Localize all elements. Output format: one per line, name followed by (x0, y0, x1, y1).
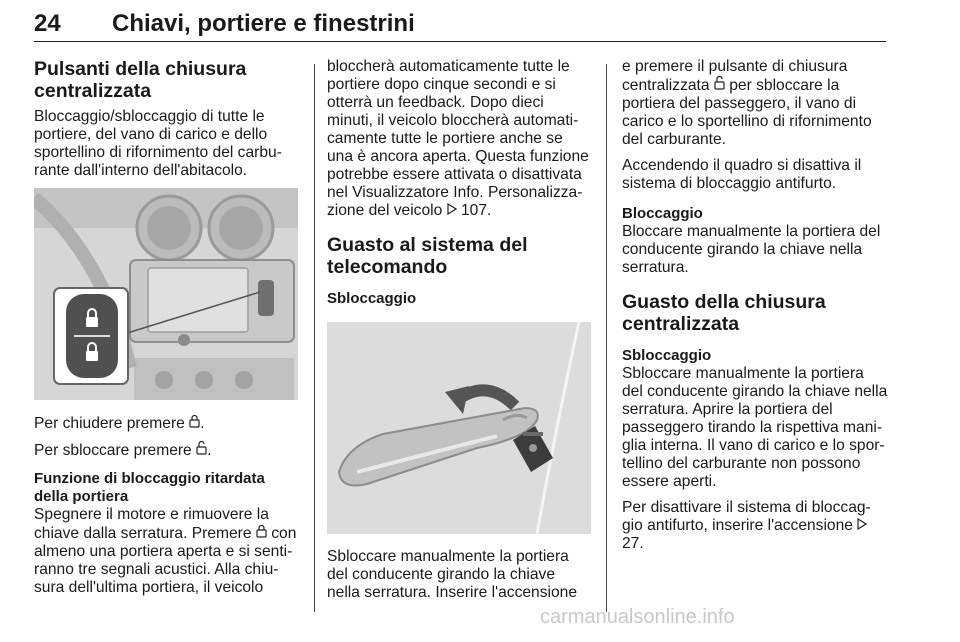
door-handle-illustration (327, 322, 591, 534)
paragraph: Accendendo il quadro si disattiva il sistema di bloccaggio antifurto. (622, 157, 862, 192)
column-1 (34, 58, 300, 605)
paragraph: Spegnere il motore e rimuovere la chiave dalla serratura. Premere con almeno una portiera aperta e si senti- ranno tre segnali acustici. Alla chiu- sura dell'ultima portiera, il veicolo (34, 506, 297, 596)
watermark: carmanualsonline.info (540, 606, 735, 628)
subheading: Sbloccaggio (327, 290, 417, 307)
column-3 (622, 58, 888, 561)
paragraph: Bloccare manualmente la portiera del conducente girando la chiave nella serratura. (622, 223, 881, 276)
subheading: Bloccaggio (622, 205, 703, 222)
unlock-instruction-text: Per sbloccare premere (34, 442, 192, 459)
dashboard-illustration (34, 188, 298, 400)
triangle-arrow-icon (857, 518, 867, 530)
column-divider (606, 64, 607, 612)
paragraph: bloccherà automaticamente tutte le portiere dopo cinque secondi e si otterrà un feedback. Dopo dieci minuti, il veicolo bloccherà automati- camente tutte le portiere anche se una è ancora aperta. Questa funzione potrebbe essere attivata o disattivata nel Visualizzatore Info. Personalizza- zione del veicolo 107. (327, 58, 589, 219)
unlock-icon (196, 441, 207, 455)
dashboard-lock-buttons-figure (34, 188, 298, 400)
unlock-icon (714, 76, 725, 90)
section-heading: Guasto della chiusura centralizzata (622, 291, 826, 335)
door-handle-key-figure (327, 322, 591, 534)
column-divider (314, 64, 315, 612)
page-number: 24 (34, 10, 61, 37)
lock-icon (256, 524, 267, 538)
page-reference[interactable]: 27. (622, 535, 644, 552)
paragraph: Per disattivare il sistema di bloccag- gio antifurto, inserire l'accensione 27. (622, 499, 871, 552)
figure-caption: Sbloccare manualmente la portiera del conducente girando la chiave nella serratura. Inserire l'accensione (327, 548, 578, 601)
subheading: Sbloccaggio (622, 347, 712, 364)
triangle-arrow-icon (447, 203, 457, 215)
unlock-instruction: Per sbloccare premere . (34, 442, 212, 459)
page-reference[interactable]: 107. (460, 202, 492, 219)
column-2 (327, 58, 591, 610)
subheading: Funzione di bloccaggio ritardata della portiera (34, 470, 265, 505)
page-title: Chiavi, portiere e finestrini (112, 10, 415, 37)
section-heading: Pulsanti della chiusura centralizzata (34, 58, 247, 102)
header-rule (34, 41, 886, 42)
section-heading: Guasto al sistema del telecomando (327, 234, 528, 278)
paragraph: e premere il pulsante di chiusura centralizzata per sbloccare la portiera del passeggero, il vano di carico e lo sportellino di rifornimento del carburante. (622, 58, 872, 148)
page-header (34, 6, 886, 42)
paragraph: Bloccaggio/sbloccaggio di tutte le portiere, del vano di carico e dello sportellino di rifornimento del carbu- rante dall'interno dell'abitacolo. (34, 108, 282, 179)
lock-icon (189, 414, 200, 428)
paragraph: Sbloccare manualmente la portiera del conducente girando la chiave nella serratura. Aprire la portiera del passeggero tirando la rispettiva mani- glia interna. Il vano di carico e lo spor- tellino del carburante non possono essere aperti. (622, 365, 888, 490)
lock-instruction: Per chiudere premere . (34, 415, 205, 432)
lock-instruction-text: Per chiudere premere (34, 415, 185, 432)
